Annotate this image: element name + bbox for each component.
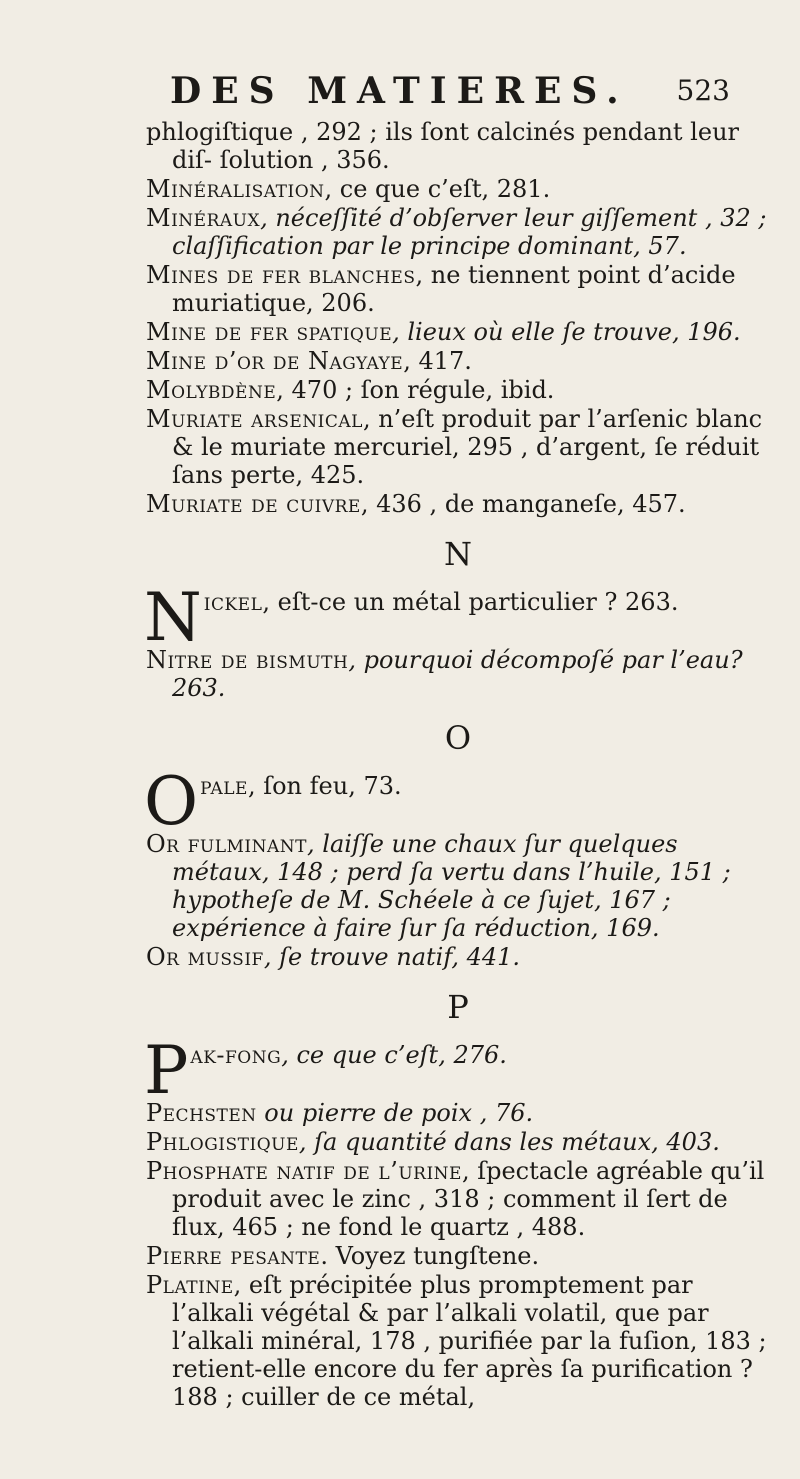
- section-letter-p: P: [447, 988, 469, 1026]
- index-entry: Muriate de cuivre, 436 , de manganeſe, 457.: [146, 490, 686, 518]
- index-entry: Nitre de bismuth, pourquoi décompoſé par l’eau? 263.: [146, 646, 743, 702]
- drop-cap: O: [144, 763, 199, 840]
- index-entry: Minéralisation, ce que c’eſt, 281.: [146, 175, 551, 203]
- index-entry: Mine de fer spatique, lieux où elle ſe trouve, 196.: [146, 318, 741, 346]
- index-body: [146, 118, 770, 1412]
- page-number: 523: [676, 74, 730, 107]
- index-entry: Pak-fong, ce que c’eſt, 276.: [144, 1032, 507, 1109]
- index-entry: Or mussif, ſe trouve natif, 441.: [146, 943, 521, 971]
- index-entry: Pechsten ou pierre de poix , 76.: [146, 1099, 534, 1127]
- section-letter-o: O: [444, 719, 472, 757]
- index-entry: Or fulminant, laiſſe une chaux ſur quelques métaux, 148 ; perd ſa vertu dans l’huile, 151 ; hypotheſe de M. Schéele à ce ſujet, 167 ; expérience à faire ſur ſa réduction, 169.: [146, 830, 731, 942]
- drop-cap: N: [144, 579, 202, 656]
- running-header: [170, 70, 730, 112]
- index-entry: Pierre pesante. Voyez tungſtene.: [146, 1242, 540, 1270]
- section-letter-n: N: [444, 535, 472, 573]
- index-entry: Platine, eſt précipitée plus promptement par l’alkali végétal & par l’alkali volatil, que par l’alkali minéral, 178 , purifiée par la fuſion, 183 ; retient-elle encore du fer après ſa purification ? 188 ; cuiller de ce métal,: [146, 1271, 767, 1411]
- drop-cap: P: [144, 1032, 189, 1109]
- index-entry: Molybdène, 470 ; ſon régule, ibid.: [146, 376, 555, 404]
- index-entry: Muriate arsenical, n’eſt produit par l’arſenic blanc & le muriate mercuriel, 295 , d’argent, ſe réduit ſans perte, 425.: [146, 405, 763, 489]
- index-entry: Minéraux, néceſſité d’obſerver leur giſſement , 32 ; claſſification par le principe dominant, 57.: [146, 204, 767, 260]
- index-entry: Nickel, eſt-ce un métal particulier ? 263.: [144, 579, 679, 656]
- index-entry: Phosphate natif de l’urine, ſpectacle agréable qu’il produit avec le zinc , 318 ; comment il ſert de flux, 465 ; ne fond le quartz , 488.: [146, 1157, 765, 1241]
- index-entry: phlogiſtique , 292 ; ils ſont calcinés pendant leur diſ- ſolution , 356.: [146, 118, 739, 174]
- header-title: DES MATIERES.: [170, 70, 629, 112]
- index-entry: Mines de fer blanches, ne tiennent point d’acide muriatique, 206.: [146, 261, 736, 317]
- index-entry: Opale, ſon feu, 73.: [144, 763, 402, 840]
- index-entry: Mine d’or de Nagyaye, 417.: [146, 347, 472, 375]
- index-entry: Phlogistique, ſa quantité dans les métaux, 403.: [146, 1128, 720, 1156]
